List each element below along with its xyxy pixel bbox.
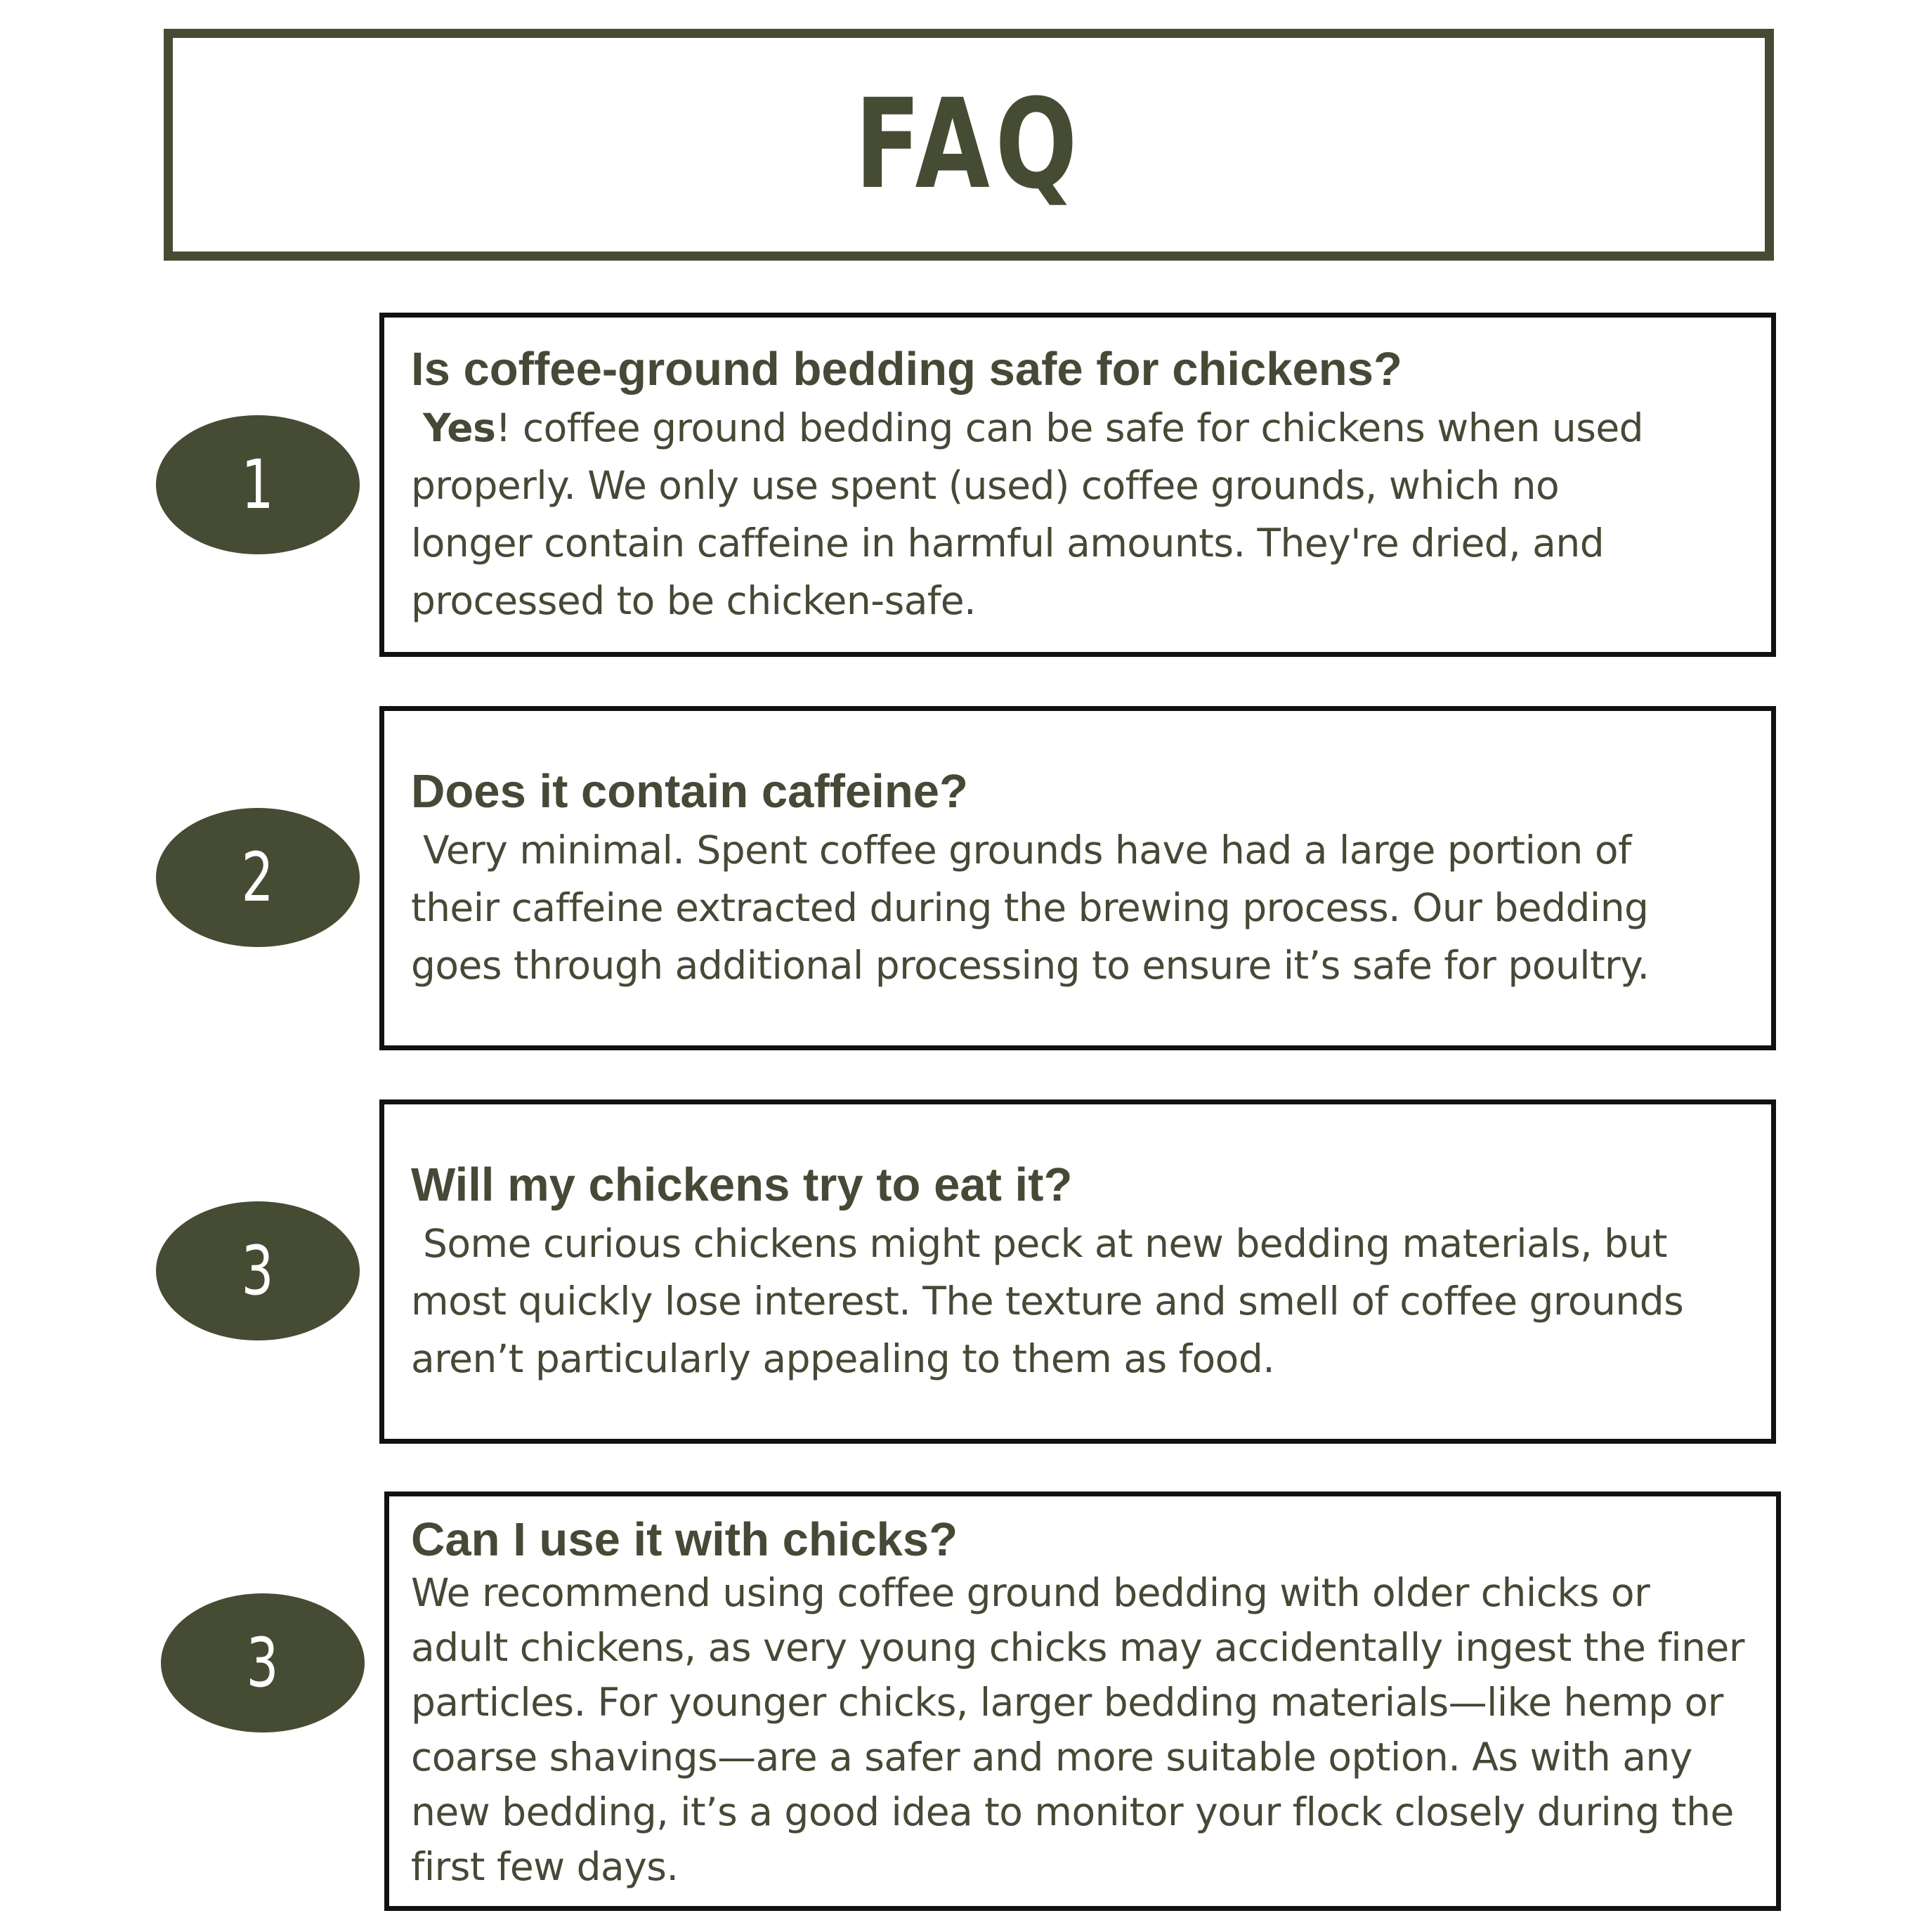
faq-answer-3-line-1: Some curious chickens might peck at new bedding materials, but	[411, 1221, 1667, 1266]
faq-answer-2-line-1: Very minimal. Spent coffee grounds have had a large portion of	[411, 828, 1631, 873]
faq-card-4	[384, 1492, 1781, 1911]
page-title: FAQ	[854, 72, 1083, 216]
faq-answer-1-line-1	[411, 399, 1750, 457]
faq-number-4: 3	[247, 1624, 279, 1702]
faq-answer-1-line-3: longer contain caffeine in harmful amounts. They're dried, and	[411, 521, 1605, 566]
title-box	[164, 29, 1774, 261]
faq-number-badge-4	[161, 1593, 365, 1732]
faq-answer-4-line-4: coarse shavings—are a safer and more suitable option. As with any	[411, 1735, 1692, 1780]
faq-answer-1	[411, 399, 1750, 629]
faq-number-badge-3	[156, 1201, 360, 1340]
faq-answer-4-line-3: particles. For younger chicks, larger bedding materials—like hemp or	[411, 1680, 1723, 1725]
faq-answer-4-line-1: We recommend using coffee ground bedding with older chicks or	[411, 1570, 1650, 1615]
faq-answer-3-line-2: most quickly lose interest. The texture and smell of coffee grounds	[411, 1279, 1684, 1324]
faq-answer-2	[411, 821, 1750, 994]
faq-answer-4	[411, 1565, 1755, 1894]
faq-card-2	[379, 706, 1776, 1050]
faq-question-4: Can I use it with chicks?	[411, 1513, 958, 1566]
faq-answer-4-line-2: adult chickens, as very young chicks may accidentally ingest the finer	[411, 1625, 1744, 1670]
faq-answer-1-line-4: processed to be chicken-safe.	[411, 578, 977, 623]
faq-answer-3	[411, 1215, 1750, 1388]
faq-answer-1-line-2: properly. We only use spent (used) coffee grounds, which no	[411, 463, 1560, 508]
faq-question-1: Is coffee-ground bedding safe for chickens?	[411, 343, 1402, 396]
faq-answer-4-line-6: first few days.	[411, 1844, 679, 1889]
faq-answer-1-line-1-text: ! coffee ground bedding can be safe for chickens when used	[495, 405, 1644, 450]
faq-number-badge-2	[156, 808, 360, 947]
faq-number-2: 2	[242, 838, 274, 917]
faq-question-2: Does it contain caffeine?	[411, 765, 968, 818]
faq-answer-3-line-3: aren’t particularly appealing to them as food.	[411, 1336, 1275, 1381]
faq-number-badge-1	[156, 415, 360, 554]
faq-answer-2-line-2: their caffeine extracted during the brewing process. Our bedding	[411, 885, 1649, 930]
faq-answer-1-emphasis: Yes	[422, 405, 496, 450]
faq-number-1: 1	[242, 445, 274, 524]
faq-question-3: Will my chickens try to eat it?	[411, 1158, 1073, 1211]
faq-answer-4-line-5: new bedding, it’s a good idea to monitor your flock closely during the	[411, 1789, 1734, 1834]
faq-number-3: 3	[242, 1232, 274, 1310]
faq-card-3	[379, 1099, 1776, 1444]
faq-answer-2-line-3: goes through additional processing to ensure it’s safe for poultry.	[411, 943, 1650, 988]
faq-card-1	[379, 313, 1776, 657]
